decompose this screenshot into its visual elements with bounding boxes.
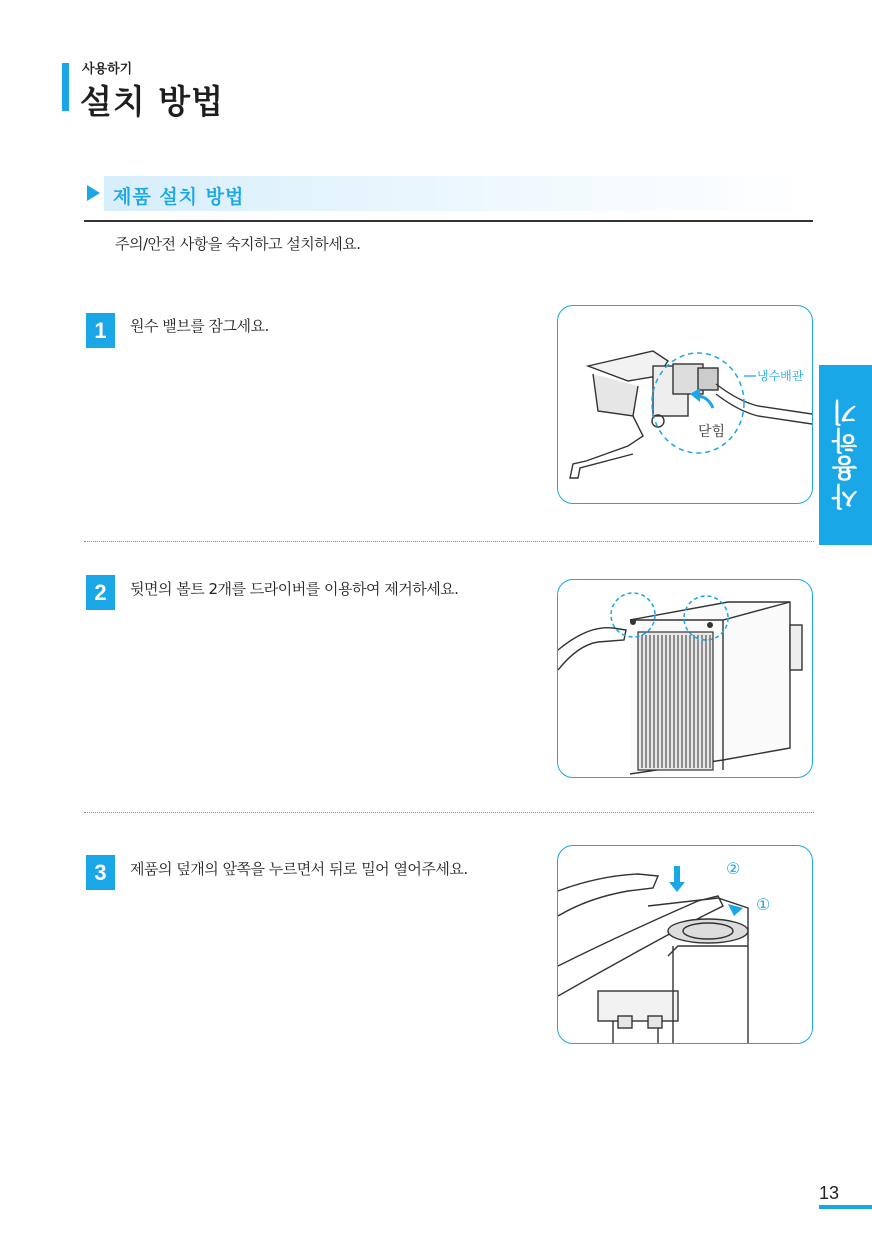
step-2-illustration — [557, 579, 813, 778]
step-text-2: 뒷면의 볼트 2개를 드라이버를 이용하여 제거하세요. — [130, 580, 459, 598]
page-number: 13 — [819, 1183, 840, 1203]
section-divider — [84, 220, 813, 222]
page-title: 설치 방법 — [80, 82, 225, 121]
header-accent-bar — [62, 63, 69, 111]
step-marker-2: ② — [726, 859, 741, 878]
step-number-1: 1 — [86, 313, 115, 348]
step-text-1: 원수 밸브를 잠그세요. — [130, 317, 269, 335]
chapter-side-tab — [819, 365, 872, 545]
triangle-right-icon — [87, 185, 100, 201]
page-number-underline — [819, 1205, 872, 1209]
pipe-label: 냉수배관 — [757, 369, 804, 383]
step-divider-1 — [84, 541, 814, 542]
step-divider-2 — [84, 812, 814, 813]
step-text-3: 제품의 덮개의 앞쪽을 누르면서 뒤로 밀어 열어주세요. — [130, 860, 468, 878]
step-3-illustration — [557, 845, 813, 1044]
step-number-2: 2 — [86, 575, 115, 610]
section-title: 제품 설치 방법 — [113, 186, 245, 208]
step-marker-1: ① — [756, 895, 771, 914]
step-1-illustration — [557, 305, 813, 504]
safety-note: 주의/안전 사항을 숙지하고 설치하세요. — [115, 235, 361, 253]
close-label: 닫힘 — [698, 424, 726, 440]
header-subtitle: 사용하기 — [82, 62, 133, 77]
step-number-3: 3 — [86, 855, 115, 890]
side-tab-label: 사용하기 — [832, 398, 862, 510]
